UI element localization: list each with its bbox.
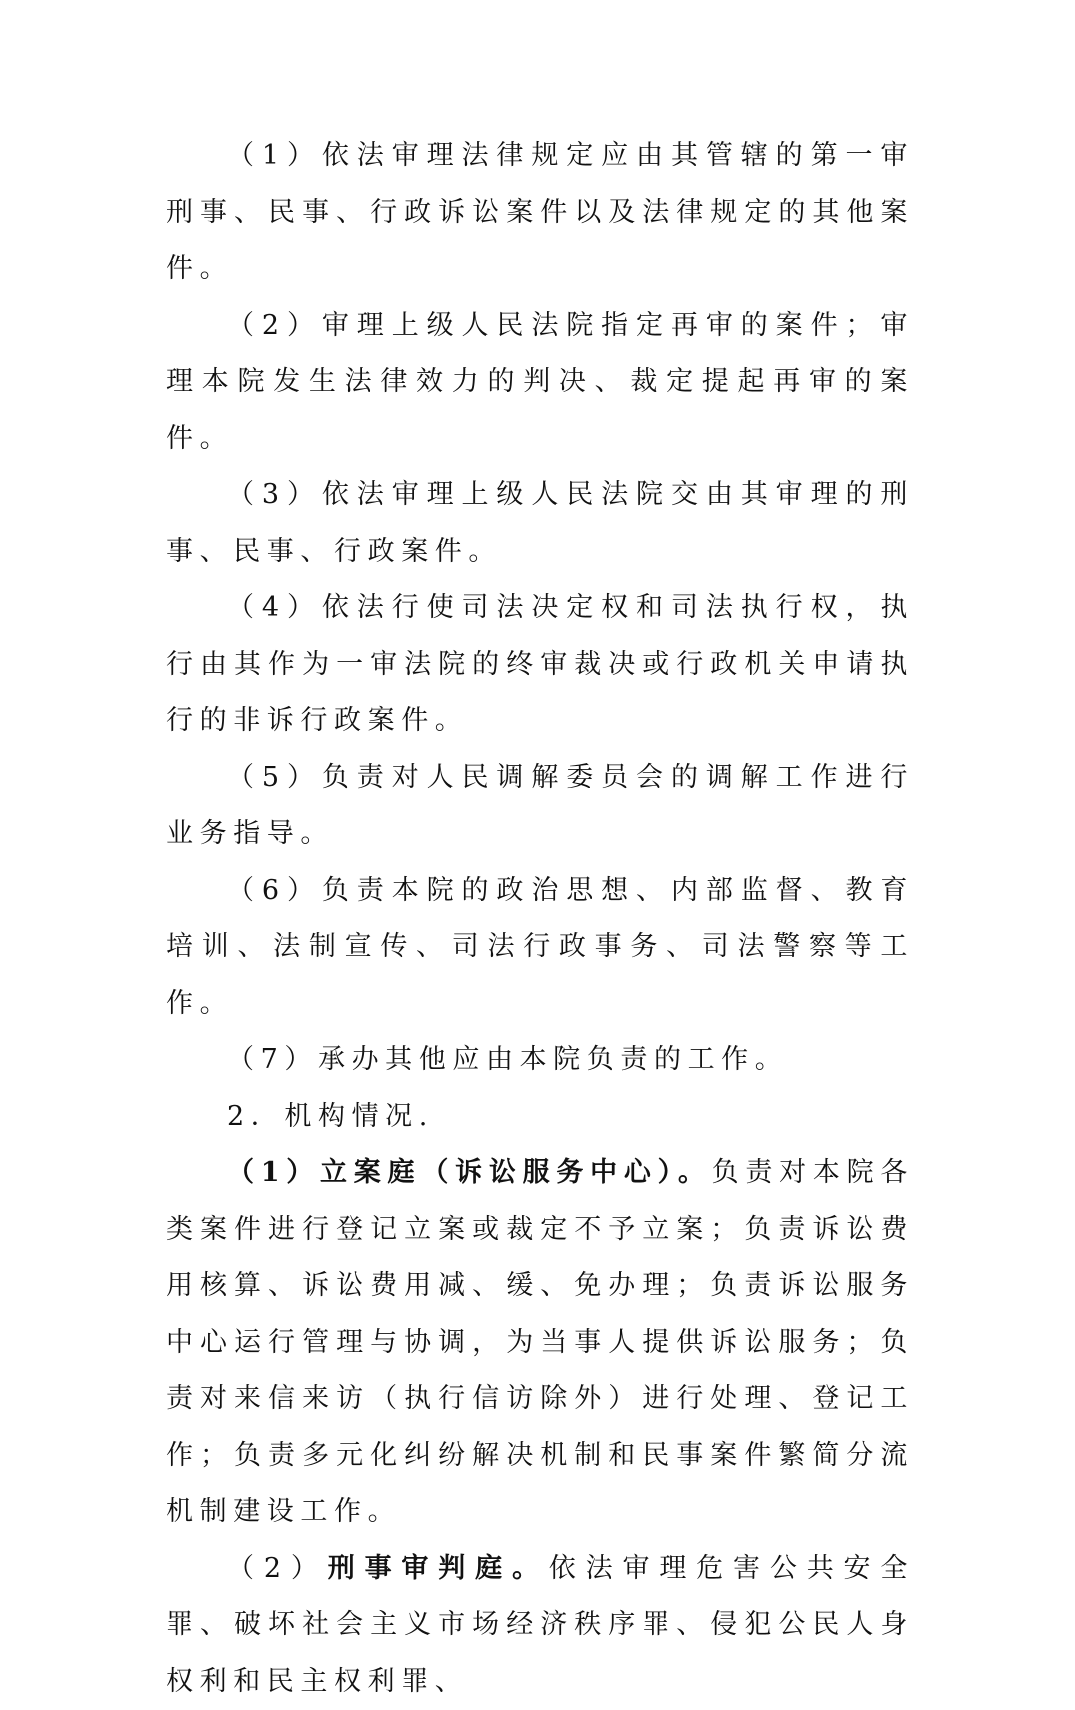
paragraph-6 xyxy=(166,863,914,1033)
paragraph-text: （1）依法审理法律规定应由其管辖的第一审刑事、民事、行政诉讼案件以及法律规定的其他案件。 xyxy=(166,140,914,284)
paragraph-filing-division xyxy=(166,1145,914,1541)
paragraph-text: （6）负责本院的政治思想、内部监督、教育培训、法制宣传、司法行政事务、司法警察等工作。 xyxy=(166,875,914,1019)
paragraph-text: （7）承办其他应由本院负责的工作。 xyxy=(227,1044,788,1075)
paragraph-3 xyxy=(166,467,914,580)
paragraph-text: 依法审理危害公共安全罪、破坏社会主义市场经济秩序罪、侵犯公民人身权利和民主权利罪、 xyxy=(166,1553,914,1697)
paragraph-4 xyxy=(166,580,914,750)
paragraph-text: （2）审理上级人民法院指定再审的案件；审理本院发生法律效力的判决、裁定提起再审的案件。 xyxy=(166,310,914,454)
paragraph-text: （3）依法审理上级人民法院交由其审理的刑事、民事、行政案件。 xyxy=(166,479,914,567)
division-title: （1）立案庭（诉讼服务中心）。 xyxy=(227,1157,712,1188)
item-number: （2） xyxy=(227,1553,328,1584)
paragraph-5 xyxy=(166,750,914,863)
paragraph-text: （5）负责对人民调解委员会的调解工作进行业务指导。 xyxy=(166,762,914,850)
paragraph-2 xyxy=(166,298,914,468)
paragraph-text: （4）依法行使司法决定权和司法执行权，执行由其作为一审法院的终审裁决或行政机关申请执行的非诉行政案件。 xyxy=(166,592,914,736)
division-title: 刑事审判庭。 xyxy=(328,1553,549,1584)
section-heading-text: 2．机构情况. xyxy=(227,1101,434,1132)
document-body xyxy=(166,128,914,1710)
paragraph-criminal-division xyxy=(166,1541,914,1710)
paragraph-text: 负责对本院各类案件进行登记立案或裁定不予立案；负责诉讼费用核算、诉讼费用减、缓、免办理；负责诉讼服务中心运行管理与协调，为当事人提供诉讼服务；负责对来信来访（执行信访除外）进行处理、登记工作；负责多元化纠纷解决机制和民事案件繁简分流机制建设工作。 xyxy=(166,1157,914,1527)
paragraph-1 xyxy=(166,128,914,298)
section-heading xyxy=(166,1089,914,1146)
paragraph-7 xyxy=(166,1032,914,1089)
